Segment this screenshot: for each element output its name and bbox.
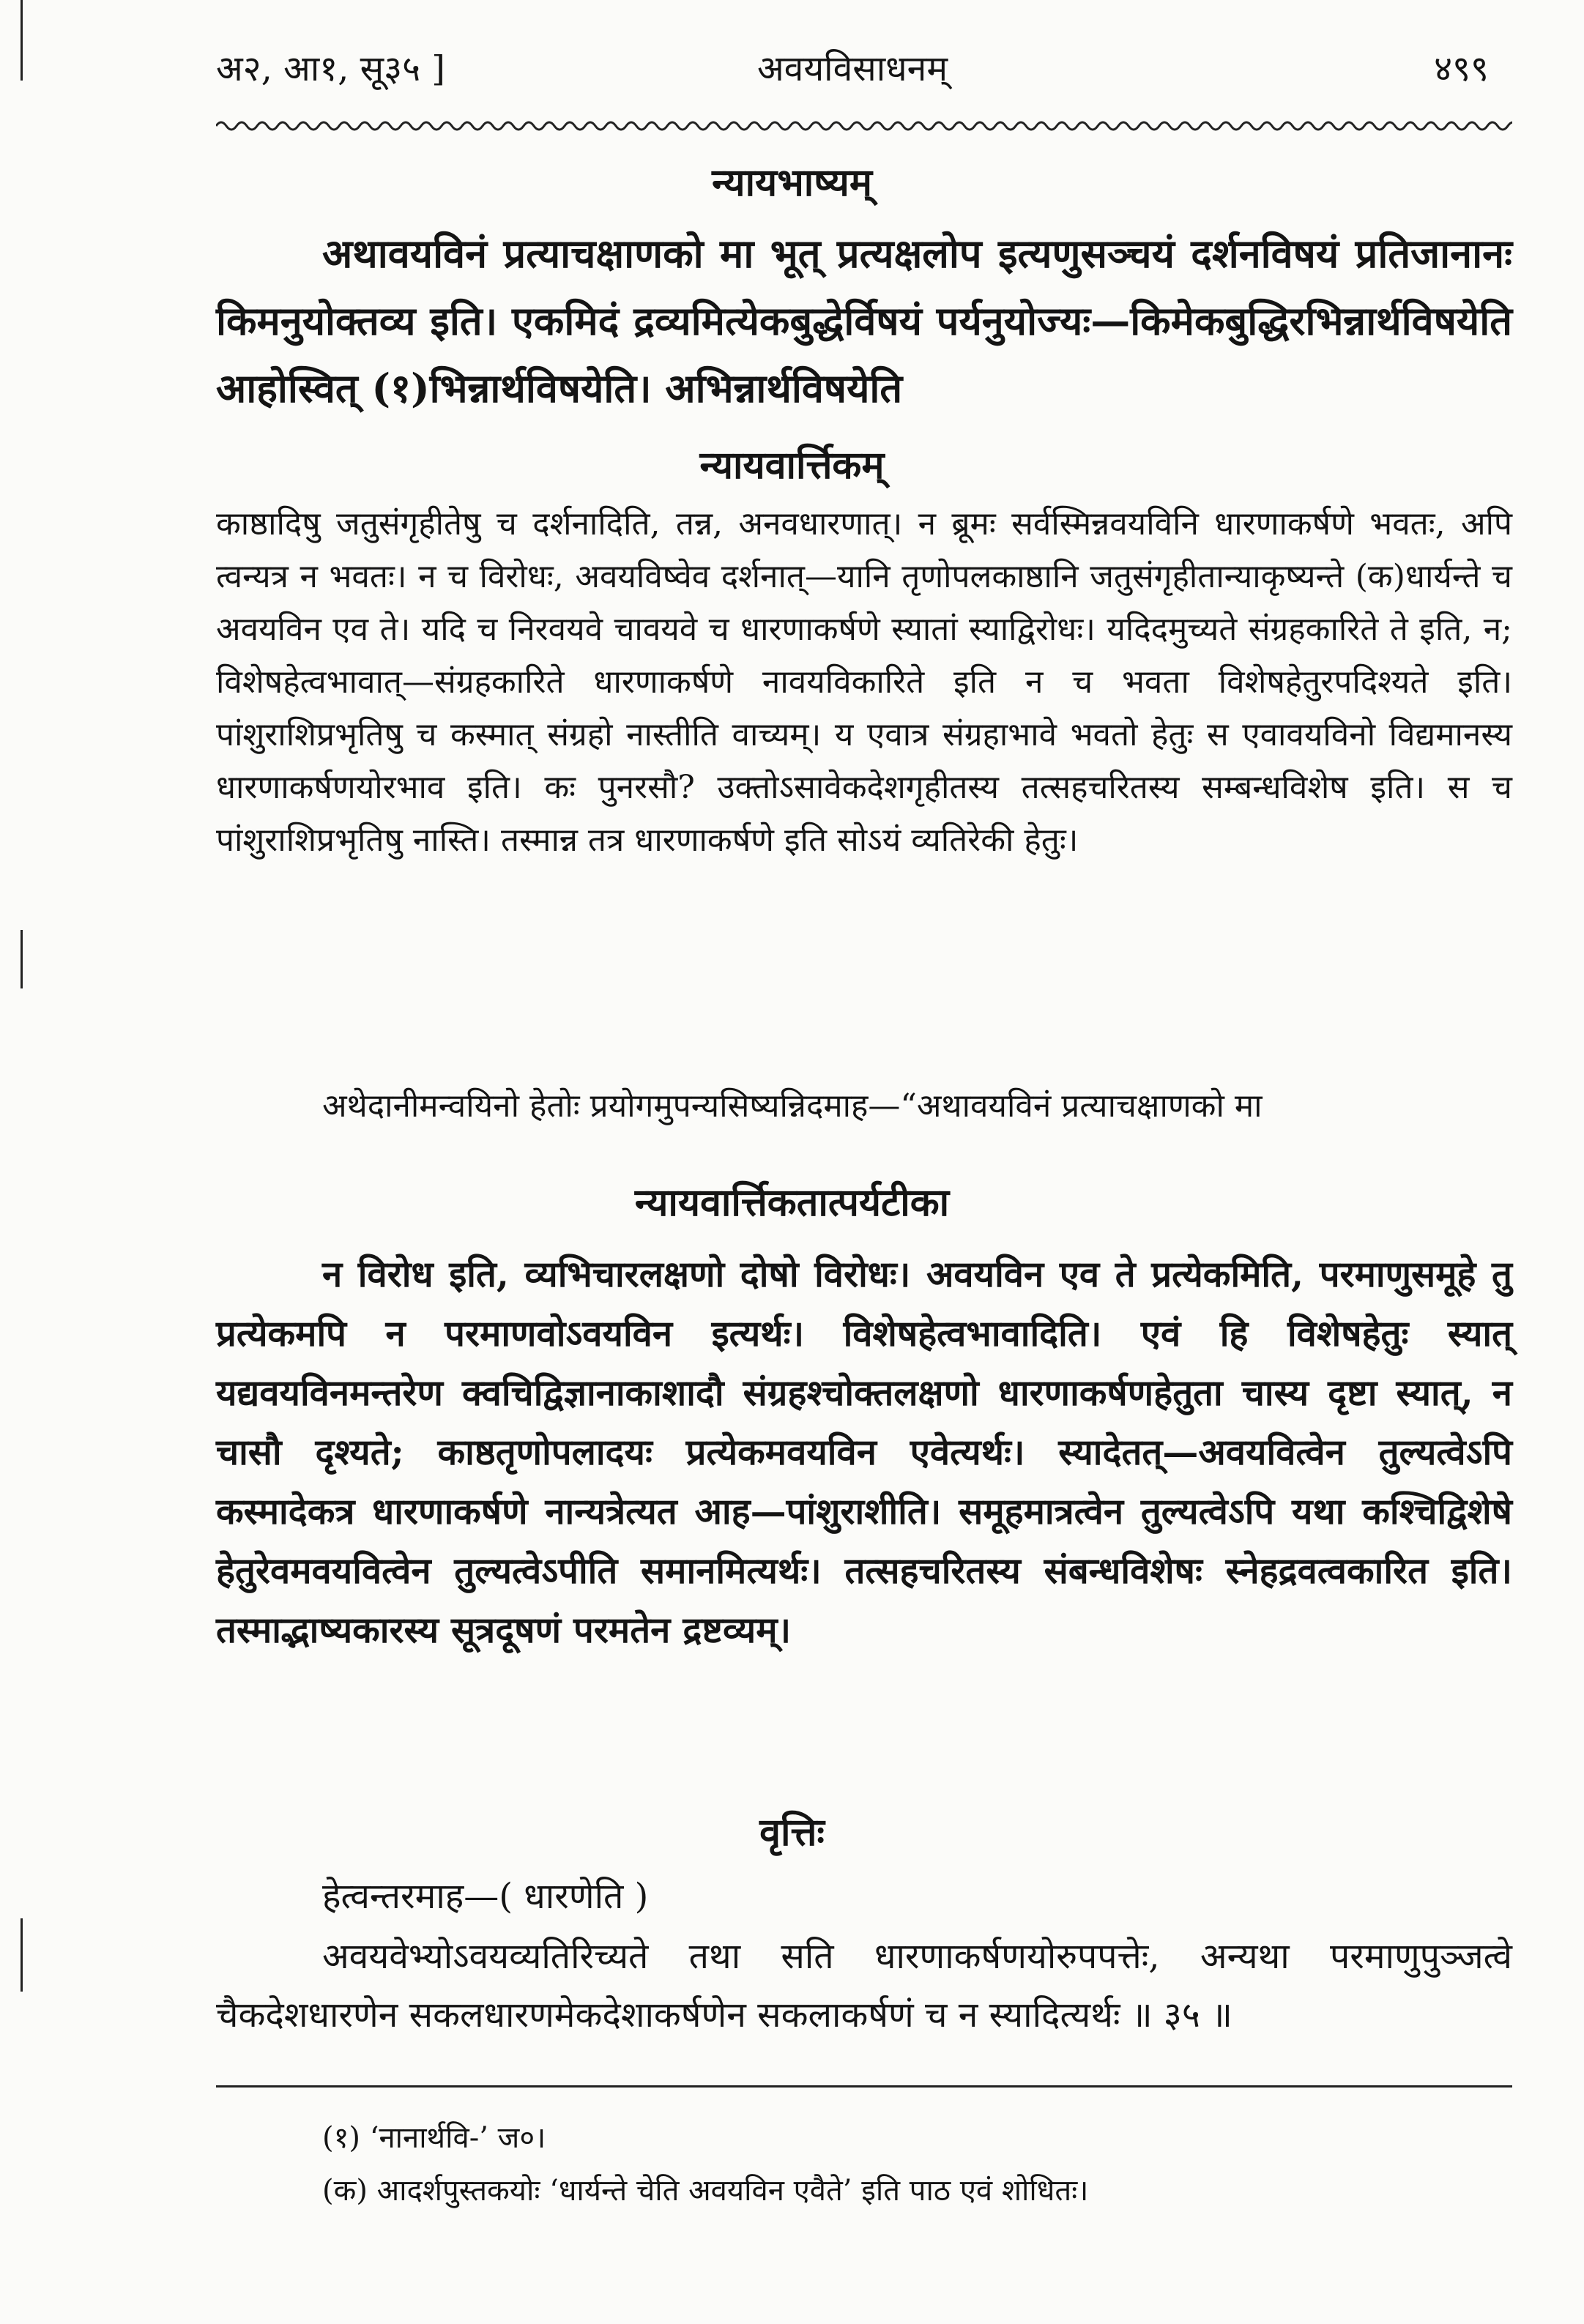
- vritti-intro: हेत्वन्तरमाह—( धारणेति ): [322, 1876, 649, 1917]
- page-header: [216, 31, 1489, 104]
- bhashya-text: अथावयविनं प्रत्याचक्षाणको मा भूत् प्रत्यक्षलोप इत्यणुसञ्चयं दर्शनविषयं प्रतिजानानः किमनुयोक्तव्य इति। एकमिदं द्रव्यमित्येकबुद्धेर्विषयं पर्यनुयोज्यः—किमेकबुद्धिरभिन्नार्थविषयेति आहोस्वित् (१)भिन्नार्थविषयेति। अभिन्नार्थविषयेति: [216, 230, 1512, 411]
- vartika-title: न्यायवार्त्तिकम्: [699, 443, 885, 488]
- page-number: ४९९: [1434, 48, 1489, 89]
- vartika-paragraph: अथेदानीमन्वयिनो हेतोः प्रयोगमुपन्यसिष्यन्निदमाह—“अथावयविनं प्रत्याचक्षाणको मा: [322, 1087, 1263, 1125]
- footnote: (१) ‘नानार्थवि-’ ज०।: [322, 2121, 546, 2155]
- tika-title: न्यायवार्त्तिकतात्पर्यटीका: [634, 1180, 950, 1225]
- footnote-rule: [216, 2085, 1512, 2087]
- tika-text: न विरोध इति, व्यभिचारलक्षणो दोषो विरोधः। अवयविन एव ते प्रत्येकमिति, परमाणुसमूहे तु प्रत्येकमपि न परमाणवोऽवयविन इत्यर्थः। विशेषहेत्वभावादिति। एवं हि विशेषहेतुः स्यात् यद्यवयविनमन्तरेण क्वचिद्विज्ञानाकाशादौ संग्रहश्चोक्तलक्षणो धारणाकर्षणहेतुता चास्य दृष्टा स्यात्, न चासौ दृश्यते; काष्ठतृणोपलादयः प्रत्येकमवयविन एवेत्यर्थः। स्यादेतत्—अवयवित्वेन तुल्यत्वेऽपि कस्मादेकत्र धारणाकर्षणे नान्यत्रेत्यत आह—पांशुराशीति। समूहमात्रत्वेन तुल्यत्वेऽपि यथा कश्चिद्विशेषे हेतुरेवमवयवित्वेन तुल्यत्वेऽपीति समानमित्यर्थः। तत्सहचरितस्य संबन्धविशेषः स्नेहद्रवत्वकारित इति। तस्माद्भाष्यकारस्य सूत्रदूषणं परमतेन द्रष्टव्यम्।: [216, 1253, 1512, 1651]
- vritti-title: वृत्तिः: [759, 1810, 825, 1855]
- header-title: अवयविसाधनम्: [756, 48, 948, 89]
- footnote: (क) आदर्शपुस्तकयोः ‘धार्यन्ते चेति अवयविन एवैते’ इति पाठ एवं शोधितः।: [322, 2174, 1089, 2208]
- wavy-divider: [216, 117, 1512, 135]
- margin-mark: [21, 0, 23, 81]
- vartika-paragraph: काष्ठादिषु जतुसंगृहीतेषु च दर्शनादिति, तन्न, अनवधारणात्। न ब्रूमः सर्वस्मिन्नवयविनि धारणाकर्षणे भवतः, अपि त्वन्यत्र न भवतः। न च विरोधः, अवयविष्वेव दर्शनात्—यानि तृणोपलकाष्ठानि जतुसंगृहीतान्याकृष्यन्ते (क)धार्यन्ते च अवयविन एव ते। यदि च निरवयवे चावयवे च धारणाकर्षणे स्यातां स्याद्विरोधः। यदिदमुच्यते संग्रहकारिते ते इति, न; विशेषहेत्वभावात्—संग्रहकारिते धारणाकर्षणे नावयविकारिते इति न च भवता विशेषहेतुरपदिश्यते इति। पांशुराशिप्रभृतिषु च कस्मात् संग्रहो नास्तीति वाच्यम्। य एवात्र संग्रहाभावे भवतो हेतुः स एवावयविनो विद्यमानस्य धारणाकर्षणयोरभाव इति। कः पुनरसौ? उक्तोऽसावेकदेशगृहीतस्य तत्सहचरितस्य सम्बन्धविशेष इति। स च पांशुराशिप्रभृतिषु नास्ति। तस्मान्न तत्र धारणाकर्षणे इति सोऽयं व्यतिरेकी हेतुः।: [216, 505, 1512, 859]
- margin-mark: [21, 930, 23, 988]
- header-reference: अ२, आ१, सू३५ ]: [216, 48, 446, 89]
- margin-mark: [21, 1918, 23, 1992]
- vritti-text: अवयवेभ्योऽवयव्यतिरिच्यते तथा सति धारणाकर्षणयोरुपपत्तेः, अन्यथा परमाणुपुञ्जत्वे चैकदेशधारणेन सकलधारणमेकदेशाकर्षणेन सकलाकर्षणं च न स्यादित्यर्थः ॥ ३५ ॥: [216, 1936, 1512, 2036]
- bhashya-title: न्यायभाष्यम्: [712, 160, 872, 205]
